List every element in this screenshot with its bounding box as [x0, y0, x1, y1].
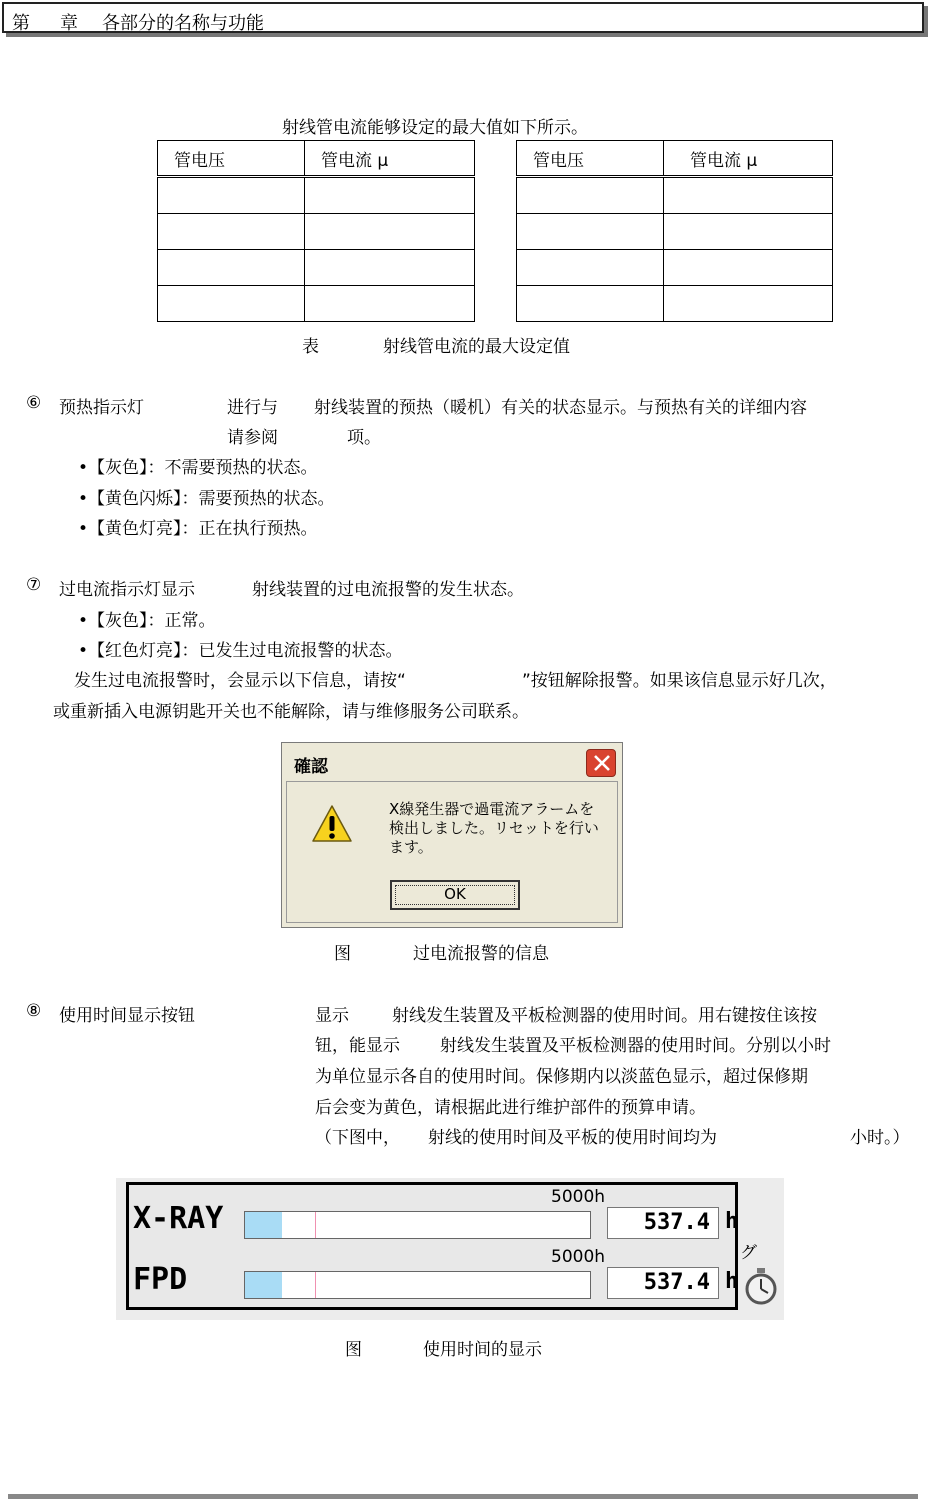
fpd-usage-fill — [245, 1272, 282, 1298]
dialog-caption: 过电流报警的信息 — [413, 944, 549, 964]
item8-line1-b: 射线发生装置及平板检测器的使用时间。用右键按住该按 — [392, 1006, 817, 1026]
item8-line1-a: 显示 — [315, 1006, 349, 1026]
table-row — [517, 214, 833, 250]
item8-line5-a: （下图中， — [315, 1128, 400, 1148]
item8-line2-a: 钮，能显示 — [315, 1036, 400, 1056]
item7-para-a: 发生过电流报警时，会显示以下信息，请按“ — [74, 671, 406, 691]
item6-bullet: •【黄色灯亮】：正在执行预热。 — [78, 519, 318, 539]
fpd-warranty-marker — [315, 1272, 316, 1298]
table-row — [158, 214, 475, 250]
item7-para-b: ”按钮解除报警。如果该信息显示好几次， — [522, 671, 837, 691]
xray-hours-unit: h — [725, 1209, 739, 1234]
usage-time-widget — [116, 1178, 784, 1320]
table-caption: 射线管电流的最大设定值 — [383, 337, 570, 357]
dialog-titlebar[interactable] — [282, 743, 622, 781]
item6-number: ⑥ — [26, 393, 42, 413]
usage-time-panel[interactable] — [126, 1182, 738, 1310]
item8-line5-end: 小时。） — [850, 1128, 910, 1148]
xray-warranty-marker — [315, 1212, 316, 1238]
item6-bullet: •【灰色】：不需要预热的状态。 — [78, 458, 318, 478]
voltage-current-table-left — [157, 140, 475, 322]
fpd-max-label: 5000h — [551, 1247, 606, 1267]
table-header-cell: 管电流 μ — [305, 141, 475, 177]
close-icon — [593, 755, 611, 771]
table-row — [517, 250, 833, 286]
dialog-message: X線発生器で過電流アラームを 検出しました。リセットを行い ます。 — [389, 800, 599, 856]
fpd-label: FPD — [133, 1262, 188, 1297]
ok-button-label: OK — [444, 885, 466, 903]
stopwatch-icon[interactable] — [742, 1266, 780, 1306]
fpd-hours-unit: h — [725, 1269, 739, 1294]
item6-desc-b: 射线装置的预热（暖机）有关的状态显示。与预热有关的详细内容 — [314, 398, 807, 418]
warning-icon — [311, 804, 353, 844]
table-intro: 射线管电流能够设定的最大值如下所示。 — [282, 118, 588, 138]
footer-rule — [8, 1494, 918, 1499]
chapter-suffix: 章 — [60, 13, 78, 34]
side-glyph: グ — [740, 1243, 757, 1263]
ok-button-focus-ring — [395, 885, 515, 905]
item8-line4: 后会变为黄色，请根据此进行维护部件的预算申请。 — [315, 1098, 706, 1118]
table-caption-prefix: 表 — [302, 337, 319, 357]
ok-button[interactable] — [390, 880, 520, 910]
item7-bullet: •【灰色】：正常。 — [78, 611, 216, 631]
item8-line3: 为单位显示各自的使用时间。保修期内以淡蓝色显示，超过保修期 — [315, 1067, 808, 1087]
chapter-title: 各部分的名称与功能 — [102, 13, 264, 34]
voltage-current-table-right — [516, 140, 833, 322]
item7-desc: 射线装置的过电流报警的发生状态。 — [252, 580, 524, 600]
xray-hours-value: 537.4 — [607, 1207, 719, 1239]
item6-bullet: •【黄色闪烁】：需要预热的状态。 — [78, 489, 335, 509]
xray-usage-fill — [245, 1212, 282, 1238]
xray-max-label: 5000h — [551, 1187, 606, 1207]
usage-caption-prefix: 图 — [345, 1340, 362, 1360]
table-row — [158, 250, 475, 286]
item6-desc2-b: 项。 — [347, 428, 381, 448]
xray-label: X-RAY — [133, 1201, 224, 1236]
chapter-prefix: 第 — [12, 13, 30, 34]
item8-line2-b: 射线发生装置及平板检测器的使用时间。分别以小时 — [440, 1036, 831, 1056]
item6-title: 预热指示灯 — [59, 398, 144, 418]
item7-title: 过电流指示灯显示 — [59, 580, 195, 600]
overcurrent-alarm-dialog — [281, 742, 623, 928]
table-row — [158, 177, 475, 214]
item8-number: ⑧ — [26, 1001, 42, 1021]
fpd-hours-value: 537.4 — [607, 1267, 719, 1299]
dialog-title: 確認 — [294, 757, 328, 777]
item6-desc2-a: 请参阅 — [227, 428, 278, 448]
table-header-cell: 管电流 μ — [664, 141, 833, 177]
chapter-header — [2, 2, 924, 33]
table-row — [158, 286, 475, 322]
usage-caption: 使用时间的显示 — [423, 1340, 542, 1360]
item8-title: 使用时间显示按钮 — [59, 1006, 195, 1026]
item7-para-line2: 或重新插入电源钥匙开关也不能解除，请与维修服务公司联系。 — [53, 702, 529, 722]
item7-number: ⑦ — [26, 575, 42, 595]
table-row — [517, 286, 833, 322]
table-row — [517, 177, 833, 214]
table-header-cell: 管电压 — [158, 141, 305, 177]
item7-bullet: •【红色灯亮】：已发生过电流报警的状态。 — [78, 641, 403, 661]
close-button[interactable] — [586, 749, 616, 777]
dialog-caption-prefix: 图 — [334, 944, 351, 964]
item6-desc-a: 进行与 — [227, 398, 278, 418]
xray-usage-bar — [244, 1211, 591, 1239]
table-header-cell: 管电压 — [517, 141, 664, 177]
dialog-body — [286, 781, 618, 923]
fpd-usage-bar — [244, 1271, 591, 1299]
item8-line5-b: 射线的使用时间及平板的使用时间均为 — [428, 1128, 717, 1148]
